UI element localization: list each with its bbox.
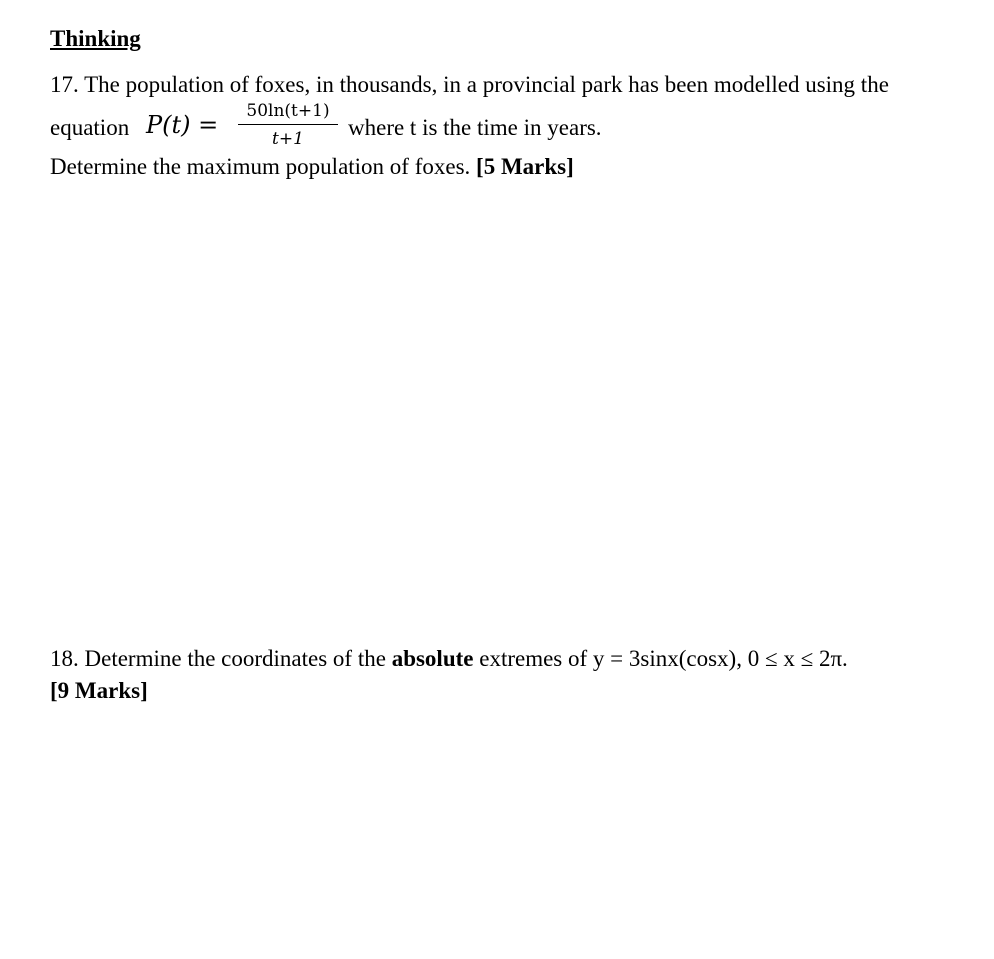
q17-equation-lhs bbox=[146, 111, 218, 139]
q17-equation-word: equation bbox=[50, 115, 130, 140]
q17-fraction bbox=[238, 100, 338, 150]
q17-task bbox=[50, 153, 574, 181]
q18-bold-word: absolute bbox=[391, 646, 474, 671]
q17-function-name: P(t) bbox=[146, 111, 191, 139]
q17-fraction-numerator: 50ln(t+1) bbox=[238, 100, 338, 125]
section-heading: Thinking bbox=[50, 26, 141, 51]
q17-marks: [5 Marks] bbox=[476, 154, 574, 179]
q18-text-before: 18. Determine the coordinates of the bbox=[50, 646, 386, 671]
q18-marks-line bbox=[50, 677, 148, 705]
q17-variable-note: where t is the time in years. bbox=[348, 115, 602, 140]
q18-statement bbox=[50, 645, 848, 673]
q17-task-text: Determine the maximum population of foxes. bbox=[50, 154, 471, 179]
q18-marks: [9 Marks] bbox=[50, 678, 148, 703]
q18-text-after: extremes of y = 3sinx(cosx), 0 ≤ x ≤ 2π. bbox=[479, 646, 848, 671]
q17-equals-sign: = bbox=[198, 111, 219, 139]
q17-fraction-denominator: t+1 bbox=[272, 129, 304, 149]
q17-statement: 17. The population of foxes, in thousands, in a provincial park has been modelled using the bbox=[50, 72, 889, 97]
